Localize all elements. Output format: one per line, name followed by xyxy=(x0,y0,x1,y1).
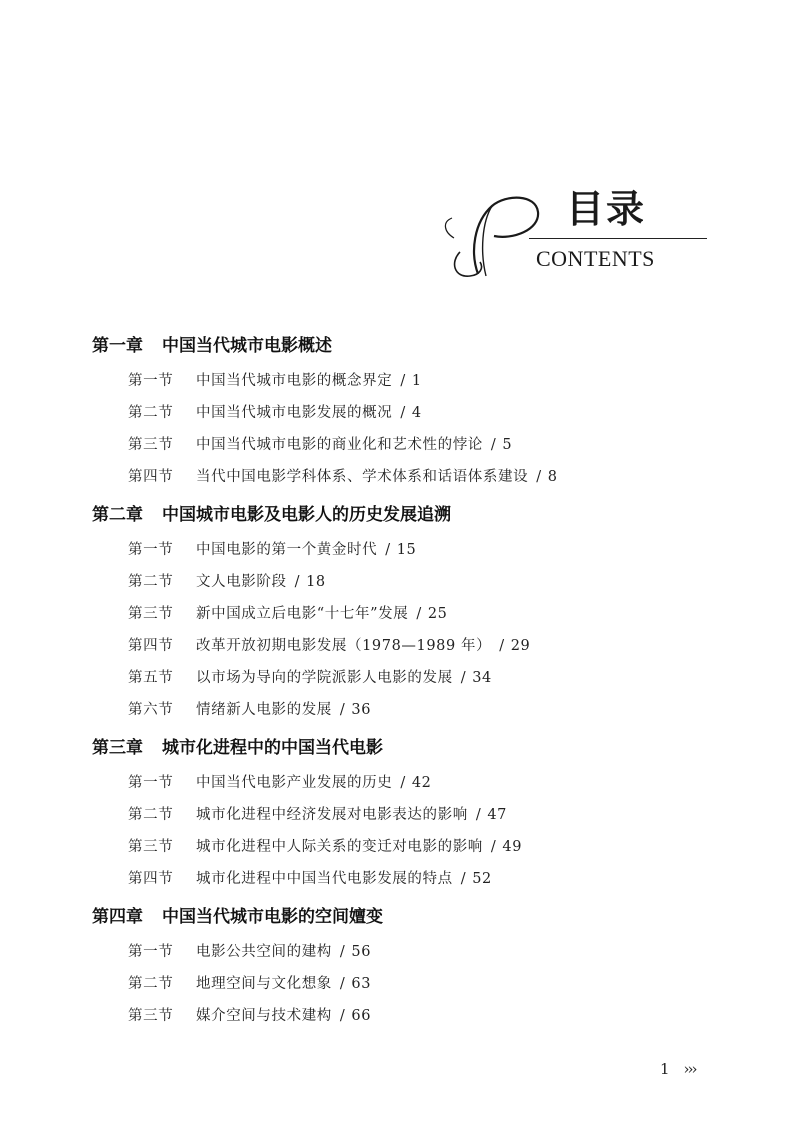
section-number: 第三节 xyxy=(128,606,174,622)
chapter-title: 城市化进程中的中国当代电影 xyxy=(162,738,383,758)
page-number: 47 xyxy=(487,807,507,823)
section-entry[interactable] xyxy=(128,369,422,390)
section-entry[interactable] xyxy=(128,666,492,687)
chapter-number: 第二章 xyxy=(92,505,143,525)
section-title: 城市化进程中经济发展对电影表达的影响 xyxy=(196,807,468,823)
page-number: 56 xyxy=(351,944,372,960)
page-separator: / xyxy=(499,638,505,654)
section-title: 电影公共空间的建构 xyxy=(196,944,332,960)
section-number: 第三节 xyxy=(128,839,174,855)
chapter-number: 第四章 xyxy=(92,907,143,927)
chapter-title: 中国当代城市电影概述 xyxy=(162,336,332,356)
contents-subtitle: CONTENTS xyxy=(536,246,655,271)
page-number: 25 xyxy=(427,606,448,622)
section-number: 第四节 xyxy=(128,469,174,485)
section-title: 以市场为导向的学院派影人电影的发展 xyxy=(196,670,453,686)
footer-page-number: 1 xyxy=(660,1060,670,1078)
toc-header xyxy=(0,0,799,300)
page-separator: / xyxy=(400,775,406,791)
section-entry[interactable] xyxy=(128,1004,371,1025)
page-number: 15 xyxy=(396,542,417,558)
section-title: 中国当代城市电影的商业化和艺术性的悖论 xyxy=(196,437,483,453)
chapter-heading[interactable] xyxy=(92,902,383,927)
section-entry[interactable] xyxy=(128,465,558,486)
page-number: 63 xyxy=(351,976,372,992)
page-separator: / xyxy=(536,469,542,485)
page-number: 8 xyxy=(547,469,558,485)
chapter-heading[interactable] xyxy=(92,500,451,525)
page-separator: / xyxy=(339,944,346,960)
section-number: 第五节 xyxy=(128,670,174,686)
section-entry[interactable] xyxy=(128,602,447,623)
page-number: 42 xyxy=(411,775,432,791)
page-separator: / xyxy=(339,1008,346,1024)
page-title: 目录 xyxy=(566,186,647,231)
decorative-script-p-icon xyxy=(440,192,550,282)
page-separator: / xyxy=(490,839,497,855)
section-entry[interactable] xyxy=(128,401,422,422)
section-number: 第二节 xyxy=(128,574,174,590)
section-entry[interactable] xyxy=(128,433,512,454)
section-title: 情绪新人电影的发展 xyxy=(196,702,332,718)
section-number: 第六节 xyxy=(128,702,174,718)
section-number: 第四节 xyxy=(128,871,174,887)
section-entry[interactable] xyxy=(128,570,326,591)
section-title: 文人电影阶段 xyxy=(196,574,287,590)
section-number: 第三节 xyxy=(128,437,174,453)
section-entry[interactable] xyxy=(128,803,507,824)
section-number: 第四节 xyxy=(128,638,174,654)
page-separator: / xyxy=(339,702,346,718)
section-title: 中国当代城市电影发展的概况 xyxy=(196,405,393,421)
page-separator: / xyxy=(339,976,346,992)
page-number: 1 xyxy=(411,373,422,389)
page-separator: / xyxy=(475,807,482,823)
title-underline xyxy=(529,238,707,239)
page-separator: / xyxy=(294,574,301,590)
page-number: 34 xyxy=(472,670,492,686)
section-title: 改革开放初期电影发展（1978—1989 年） xyxy=(196,638,492,654)
page-separator: / xyxy=(460,871,467,887)
page-separator: / xyxy=(490,437,497,453)
section-number: 第一节 xyxy=(128,944,174,960)
section-entry[interactable] xyxy=(128,940,371,961)
section-entry[interactable] xyxy=(128,972,371,993)
section-number: 第三节 xyxy=(128,1008,174,1024)
section-number: 第二节 xyxy=(128,405,174,421)
chapter-number: 第三章 xyxy=(92,738,143,758)
section-title: 中国当代电影产业发展的历史 xyxy=(196,775,393,791)
page-number: 66 xyxy=(351,1008,372,1024)
section-number: 第一节 xyxy=(128,373,174,389)
page-number: 36 xyxy=(351,702,372,718)
section-title: 媒介空间与技术建构 xyxy=(196,1008,332,1024)
page-number: 5 xyxy=(502,437,513,453)
page-number: 52 xyxy=(472,871,492,887)
section-number: 第一节 xyxy=(128,542,174,558)
chapter-title: 中国城市电影及电影人的历史发展追溯 xyxy=(162,505,451,525)
section-entry[interactable] xyxy=(128,771,431,792)
section-entry[interactable] xyxy=(128,835,522,856)
page-footer xyxy=(660,1060,696,1078)
page-number: 29 xyxy=(510,638,531,654)
page-number: 4 xyxy=(411,405,422,421)
section-number: 第一节 xyxy=(128,775,174,791)
section-number: 第二节 xyxy=(128,807,174,823)
section-entry[interactable] xyxy=(128,698,371,719)
section-title: 中国当代城市电影的概念界定 xyxy=(196,373,393,389)
page-number: 49 xyxy=(502,839,523,855)
chapter-heading[interactable] xyxy=(92,331,332,356)
chapter-title: 中国当代城市电影的空间嬗变 xyxy=(162,907,383,927)
page-number: 18 xyxy=(306,574,326,590)
section-entry[interactable] xyxy=(128,538,416,559)
page-separator: / xyxy=(416,606,422,622)
section-title: 城市化进程中人际关系的变迁对电影的影响 xyxy=(196,839,483,855)
page-separator: / xyxy=(385,542,391,558)
section-title: 当代中国电影学科体系、学术体系和话语体系建设 xyxy=(196,469,529,485)
section-title: 新中国成立后电影“十七年”发展 xyxy=(196,606,409,622)
next-arrows-icon: ››› xyxy=(683,1060,696,1078)
section-title: 中国电影的第一个黄金时代 xyxy=(196,542,378,558)
chapter-number: 第一章 xyxy=(92,336,143,356)
page-separator: / xyxy=(400,373,406,389)
section-entry[interactable] xyxy=(128,634,530,655)
page-separator: / xyxy=(460,670,467,686)
section-title: 地理空间与文化想象 xyxy=(196,976,332,992)
section-number: 第二节 xyxy=(128,976,174,992)
section-entry[interactable] xyxy=(128,867,492,888)
chapter-heading[interactable] xyxy=(92,733,383,758)
section-title: 城市化进程中中国当代电影发展的特点 xyxy=(196,871,453,887)
page-separator: / xyxy=(400,405,406,421)
